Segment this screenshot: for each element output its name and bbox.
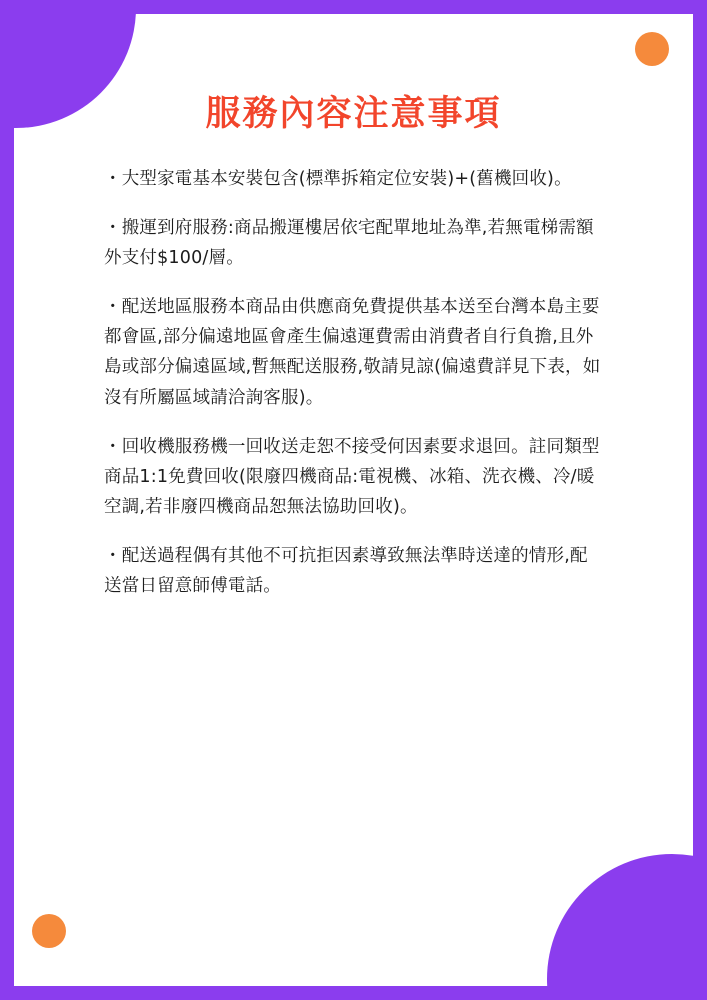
notice-item: ・配送地區服務本商品由供應商免費提供基本送至台灣本島主要都會區,部分偏遠地區會產生偏遠運費需由消費者自行負擔,且外島或部分偏遠區域,暫無配送服務,敬請見諒(偏遠費詳見下表，如沒有所屬區域請洽詢客服)。 [104,297,601,408]
notice-item: ・搬運到府服務:商品搬運樓居依宅配單地址為準,若無電梯需額外支付$100/層。 [104,218,594,269]
notice-list [104,164,604,620]
notice-item: ・配送過程偶有其他不可抗拒因素導致無法準時送達的情形,配送當日留意師傅電話。 [104,545,588,597]
notice-item: ・大型家電基本安裝包含(標準拆箱定位安裝)+(舊機回收)。 [104,169,572,189]
page-title: 服務內容注意事項 [205,94,502,134]
notice-item: ・回收機服務機一回收送走恕不接受何因素要求退回。註同類型商品1:1免費回收(限廢四機商品:電視機、冰箱、洗衣機、冷/暖空調,若非廢四機商品恕無法協助回收)。 [104,436,600,517]
page-content [14,14,693,986]
